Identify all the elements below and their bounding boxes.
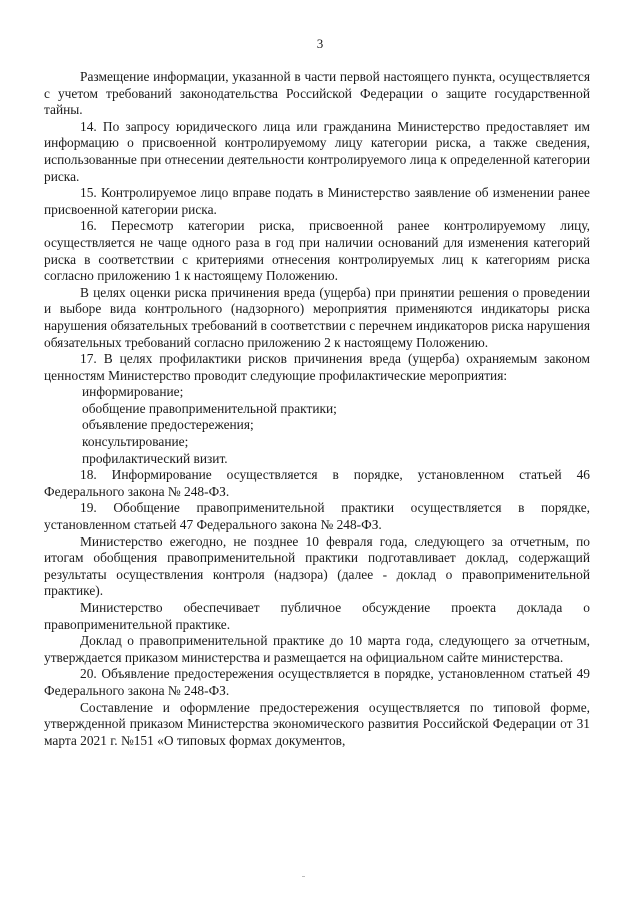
paragraph-17: 17. В целях профилактики рисков причинения вреда (ущерба) охраняемым законом ценностям Министерство проводит следующие профилактические мероприятия:	[44, 351, 590, 383]
paragraph-14: 14. По запросу юридического лица или гражданина Министерство предоставляет им информацию о присвоенной контролируемому лицу категории риска, а также сведения, использованные при отнесении деятельности контролируемого лица к определенной категории риска.	[44, 118, 590, 184]
paragraph-18: 18. Информирование осуществляется в порядке, установленном статьей 46 Федерального закона № 248-ФЗ.	[44, 467, 590, 499]
paragraph-15: 15. Контролируемое лицо вправе подать в Министерство заявление об изменении ранее присвоенной категории риска.	[44, 185, 590, 217]
paragraph-report-approval: Доклад о правоприменительной практике до 10 марта года, следующего за отчетным, утверждается приказом министерства и размещается на официальном сайте министерства.	[44, 633, 590, 665]
paragraph-warning-form: Составление и оформление предостережения осуществляется по типовой форме, утвержденной приказом Министерства экономического развития Российской Федерации от 31 марта 2021 г. №151 «О типовых формах документов,	[44, 699, 590, 748]
paragraph-16: 16. Пересмотр категории риска, присвоенной ранее контролируемому лицу, осуществляется не чаще одного раза в год при наличии оснований для изменения категорий риска в соответствии с критериями отнесения контролируемых лиц к категориям риска согласно приложению 1 к настоящему Положению.	[44, 218, 590, 284]
paragraph-risk-indicators: В целях оценки риска причинения вреда (ущерба) при принятии решения о проведении и выборе вида контрольного (надзорного) мероприятия применяются индикаторы риска нарушения обязательных требований в соответствии с перечнем индикаторов риска нарушения обязательных требований согласно приложению 2 к настоящему Положению.	[44, 284, 590, 350]
list-item: объявление предостережения;	[82, 417, 254, 433]
paragraph-annual-report: Министерство ежегодно, не позднее 10 февраля года, следующего за отчетным, по итогам обобщения правоприменительной практики подготавливает доклад, содержащий результаты осуществления контроля (надзора) (далее - доклад о правоприменительной практике).	[44, 533, 590, 599]
list-item: информирование;	[82, 384, 184, 400]
paragraph-19: 19. Обобщение правоприменительной практики осуществляется в порядке, установленном статьей 47 Федерального закона № 248-ФЗ.	[44, 500, 590, 533]
scan-artifact	[302, 876, 305, 877]
prevention-measures-list	[44, 384, 590, 467]
list-item: профилактический визит.	[82, 450, 228, 466]
list-item: обобщение правоприменительной практики;	[82, 400, 337, 416]
page-number: 3	[316, 36, 324, 51]
document-body	[44, 69, 590, 749]
list-item: консультирование;	[82, 434, 189, 450]
paragraph-info-placement: Размещение информации, указанной в части первой настоящего пункта, осуществляется с учетом требований законодательства Российской Федерации о защите государственной тайны.	[44, 69, 590, 118]
paragraph-public-discussion: Министерство обеспечивает публичное обсуждение проекта доклада о правоприменительной практике.	[44, 600, 590, 632]
paragraph-20: 20. Объявление предостережения осуществляется в порядке, установленном статьей 49 Федерального закона № 248-ФЗ.	[44, 666, 590, 698]
